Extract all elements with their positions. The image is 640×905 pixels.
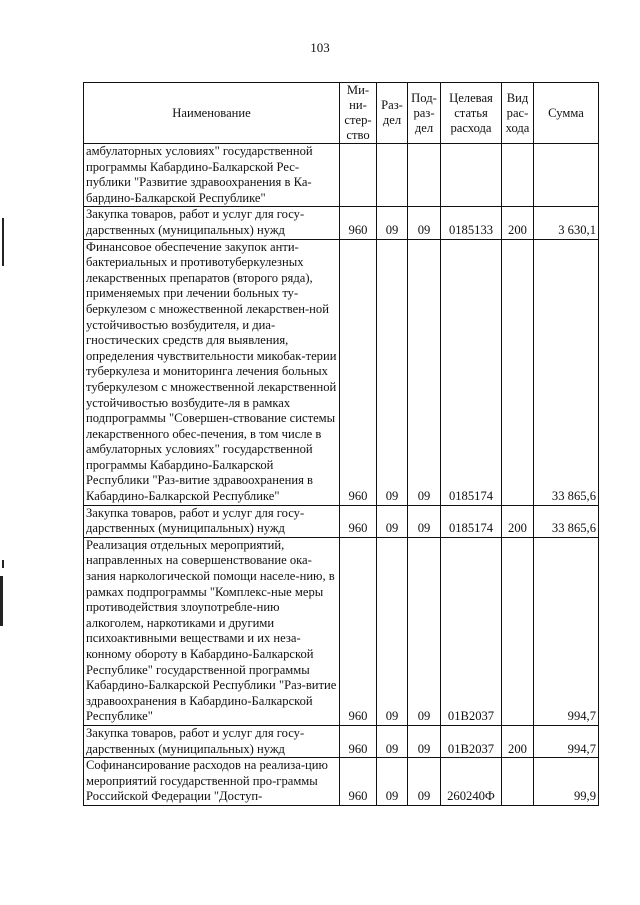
row-name: Закупка товаров, работ и услуг для госу-дарственных (муниципальных) нужд: [84, 207, 340, 239]
row-target: 260240Ф: [441, 758, 502, 806]
row-kind: 200: [502, 207, 534, 239]
header-section: Раз- дел: [377, 83, 408, 144]
table-row: [84, 758, 599, 806]
row-subsection: 09: [408, 505, 441, 537]
row-subsection: 09: [408, 239, 441, 505]
row-target: 0185133: [441, 207, 502, 239]
row-section: 09: [377, 239, 408, 505]
table-row: [84, 505, 599, 537]
row-sum: 33 865,6: [534, 505, 599, 537]
row-name: Реализация отдельных мероприятий, направленных на совершенствование ока-зания наркологической помощи населе-нию, в рамках подпрограммы "Комплекс-ные меры противодействия злоупотребле-нию алкоголем, наркотиками и другими психоактивными веществами и их неза-конному обороту в Кабардино-Балкарской Республике" государственной программы Кабардино-Балкарской Республики "Раз-витие здравоохранения в Кабардино-Балкарской Республике": [84, 537, 340, 725]
row-subsection: [408, 144, 441, 207]
table-row: [84, 239, 599, 505]
row-section: 09: [377, 758, 408, 806]
row-name: амбулаторных условиях" государственной программы Кабардино-Балкарской Рес-публики "Развитие здравоохранения в Ка-бардино-Балкарской Республике": [84, 144, 340, 207]
header-ministry: Ми- ни- стер- ство: [340, 83, 377, 144]
budget-table: [83, 82, 599, 806]
scan-edge-mark: [0, 576, 3, 626]
row-name: Софинансирование расходов на реализа-цию мероприятий государственной про-граммы Российской Федерации "Доступ-: [84, 758, 340, 806]
row-kind: [502, 758, 534, 806]
row-sum: 99,9: [534, 758, 599, 806]
row-target: [441, 144, 502, 207]
scan-edge-mark: [2, 560, 4, 568]
row-kind: 200: [502, 505, 534, 537]
table-row: [84, 207, 599, 239]
row-target: 0185174: [441, 239, 502, 505]
row-name: Финансовое обеспечение закупок анти-бактериальных и противотуберкулезных лекарственных препаратов (второго ряда), применяемых при лечении больных ту-беркулезом с множественной лекарствен-ной устойчивостью возбудителя, и диа-гностических средств для выявления, определения чувствительности микобак-терии туберкулеза и мониторинга лечения больных туберкулезом с множественной лекарственной устойчивостью возбудите-ля в рамках подпрограммы "Совершен-ствование системы лекарственного обес-печения, в том числе в амбулаторных условиях" государственной программы Кабардино-Балкарской Республики "Раз-витие здравоохранения в Кабардино-Балкарской Республике": [84, 239, 340, 505]
row-sum: 3 630,1: [534, 207, 599, 239]
table-row: [84, 725, 599, 757]
row-target: 0185174: [441, 505, 502, 537]
row-ministry: 960: [340, 239, 377, 505]
row-kind: 200: [502, 725, 534, 757]
header-sum: Сумма: [534, 83, 599, 144]
row-subsection: 09: [408, 207, 441, 239]
table-header: [84, 83, 599, 144]
row-subsection: 09: [408, 537, 441, 725]
header-expense-kind: Вид рас- хода: [502, 83, 534, 144]
row-ministry: [340, 144, 377, 207]
row-section: 09: [377, 207, 408, 239]
row-sum: 994,7: [534, 725, 599, 757]
row-kind: [502, 239, 534, 505]
row-subsection: 09: [408, 758, 441, 806]
header-name: Наименование: [84, 83, 340, 144]
row-ministry: 960: [340, 207, 377, 239]
row-kind: [502, 537, 534, 725]
page-number: 103: [310, 40, 330, 55]
row-section: [377, 144, 408, 207]
row-ministry: 960: [340, 725, 377, 757]
row-target: 01В2037: [441, 537, 502, 725]
row-subsection: 09: [408, 725, 441, 757]
row-sum: [534, 144, 599, 207]
row-ministry: 960: [340, 758, 377, 806]
row-ministry: 960: [340, 505, 377, 537]
row-section: 09: [377, 725, 408, 757]
row-kind: [502, 144, 534, 207]
row-section: 09: [377, 505, 408, 537]
row-sum: 994,7: [534, 537, 599, 725]
scan-edge-mark: [2, 218, 4, 266]
row-target: 01В2037: [441, 725, 502, 757]
row-ministry: 960: [340, 537, 377, 725]
header-target-article: Целевая статья расхода: [441, 83, 502, 144]
table-row: [84, 537, 599, 725]
row-name: Закупка товаров, работ и услуг для госу-дарственных (муниципальных) нужд: [84, 725, 340, 757]
header-subsection: Под- раз- дел: [408, 83, 441, 144]
row-name: Закупка товаров, работ и услуг для госу-дарственных (муниципальных) нужд: [84, 505, 340, 537]
row-section: 09: [377, 537, 408, 725]
table-row: [84, 144, 599, 207]
row-sum: 33 865,6: [534, 239, 599, 505]
